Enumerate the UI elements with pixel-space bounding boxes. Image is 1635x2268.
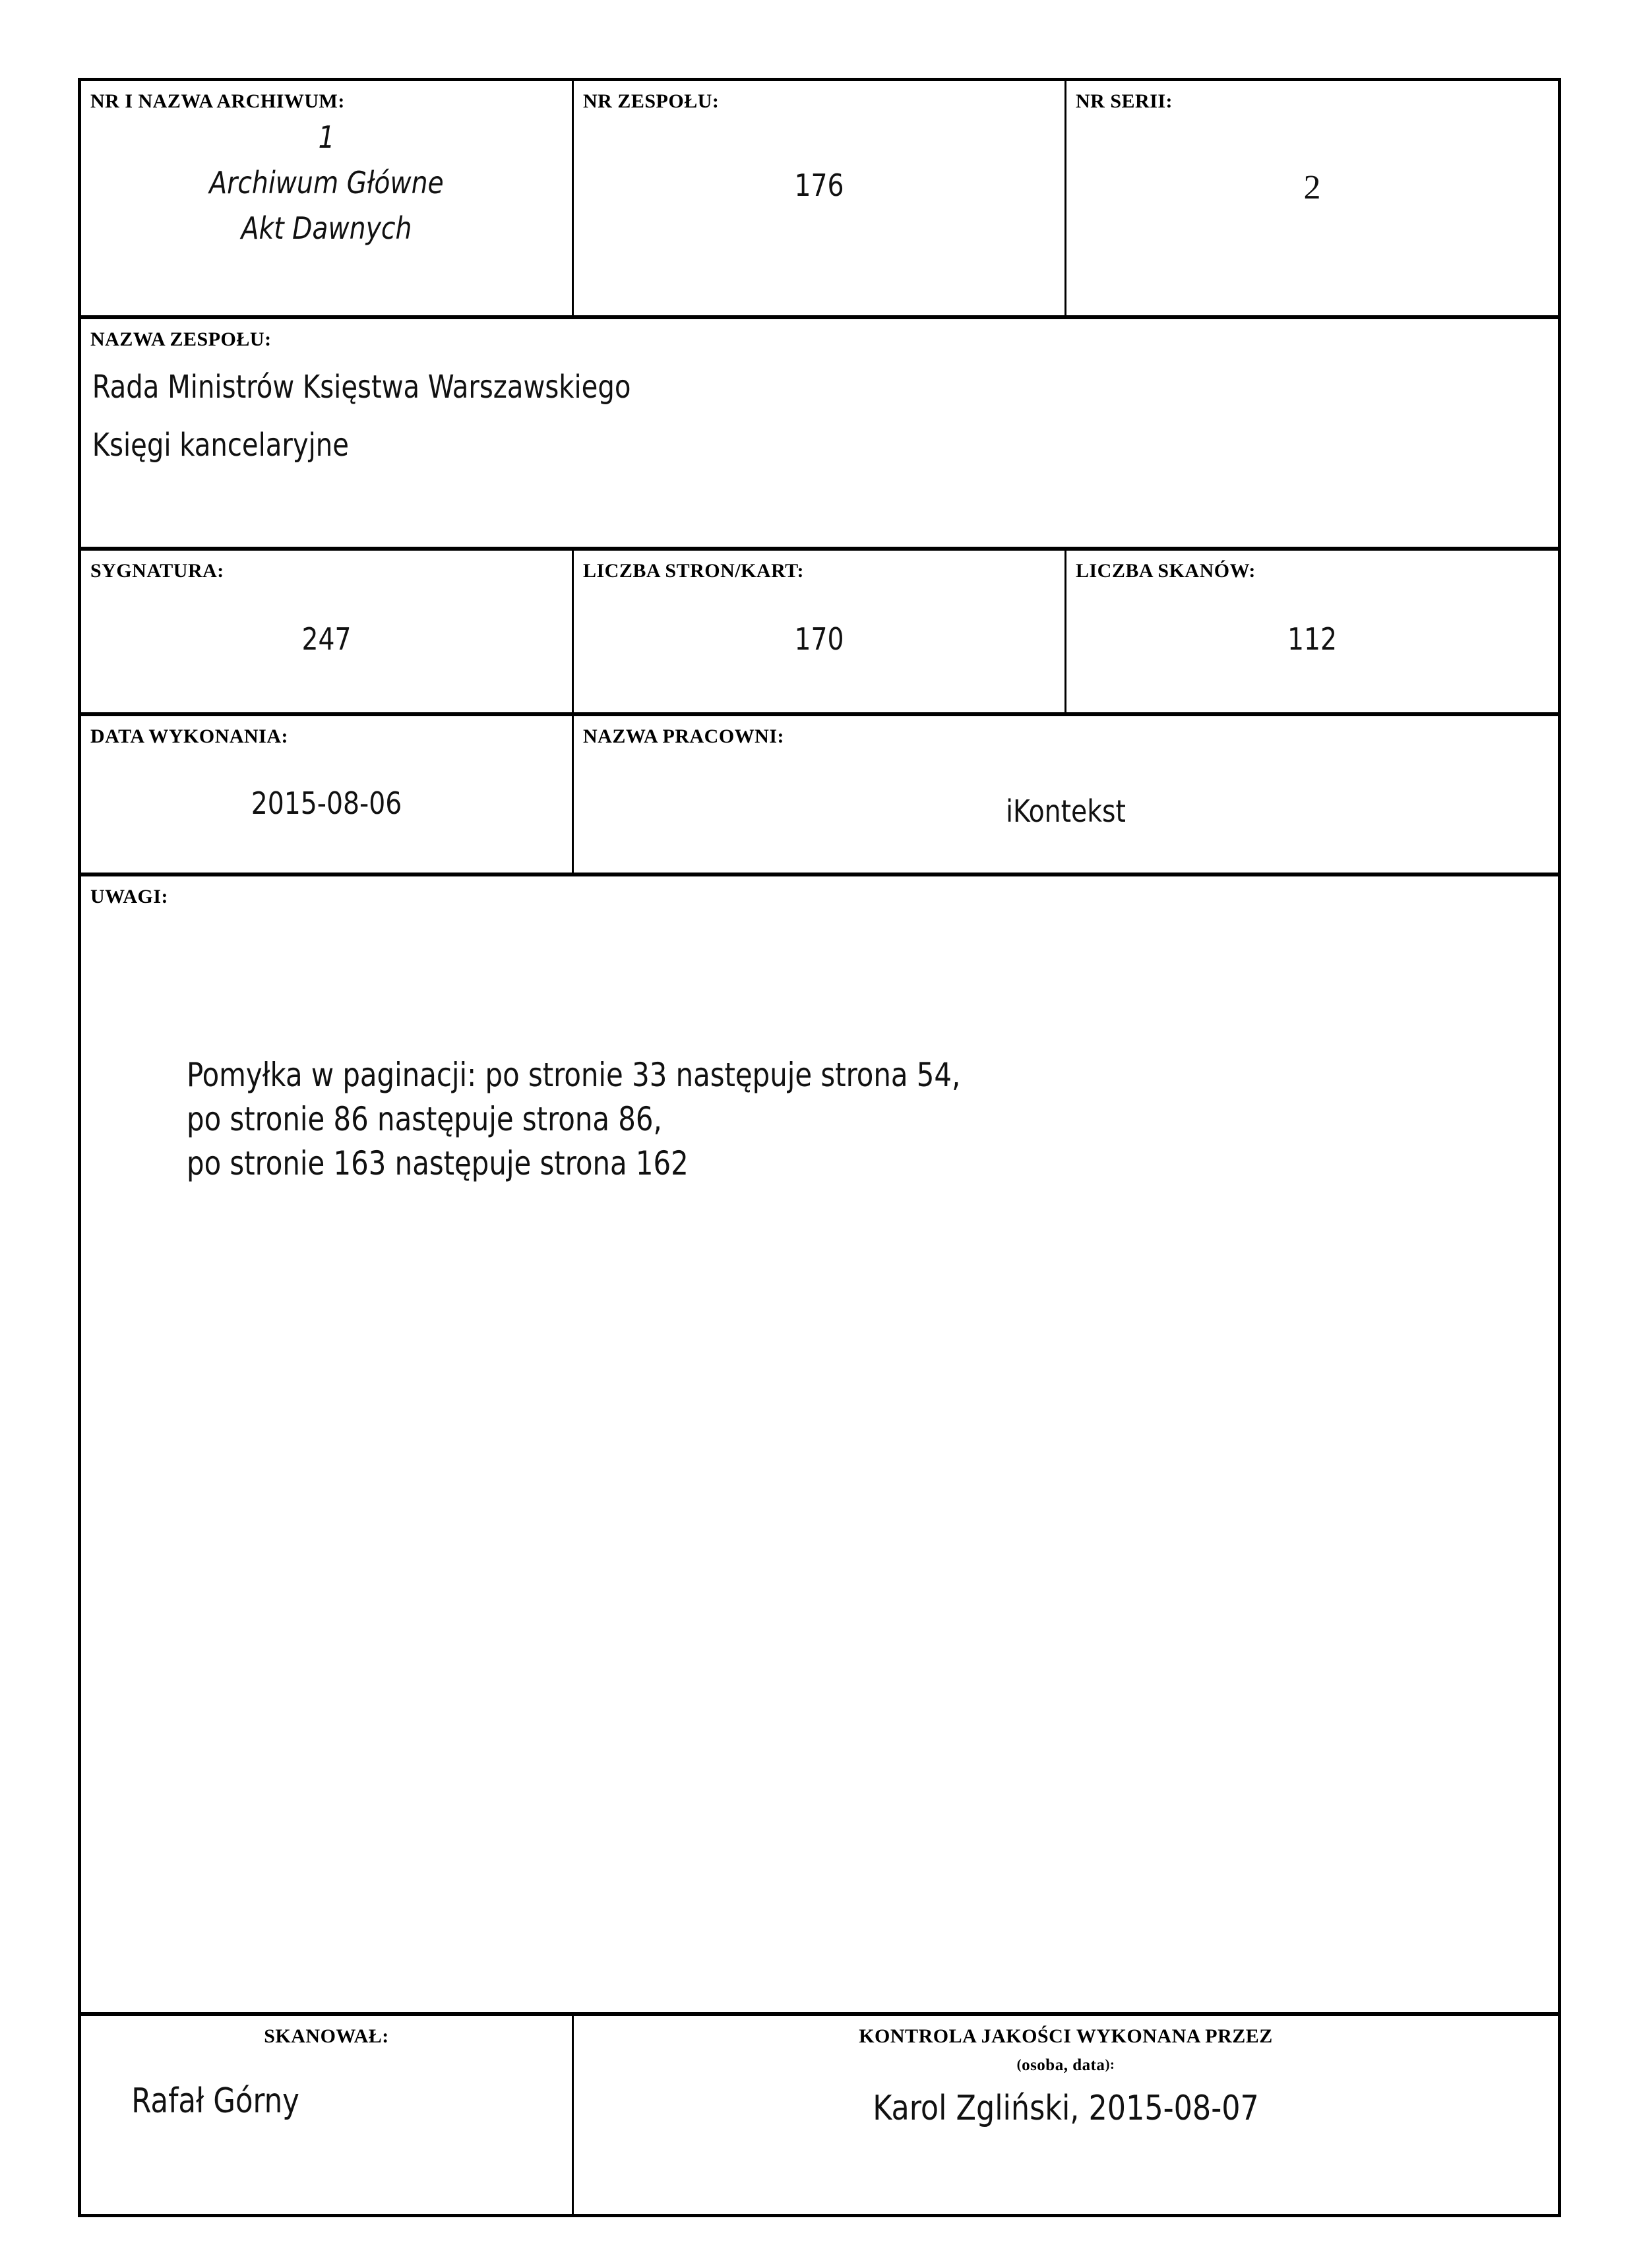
scanned-by-label: SKANOWAŁ:: [264, 2025, 389, 2047]
notes-body: [81, 1053, 1558, 1186]
quality-control-label: KONTROLA JAKOŚCI WYKONANA PRZEZ: [859, 2025, 1273, 2047]
table-row-counts: [80, 549, 1560, 714]
scanning-cover-sheet-table: [78, 78, 1561, 2217]
notes-line-3: po stronie 163 następuje strona 162: [187, 1144, 689, 1182]
table-row-signatures: [80, 2014, 1560, 2216]
cell-signature: [80, 549, 573, 714]
archive-name-line-2: Akt Dawnych: [241, 210, 412, 246]
quality-control-sublabel-close: ):: [1105, 2056, 1115, 2072]
cell-notes: [80, 874, 1560, 2014]
lab-name-label: NAZWA PRACOWNI:: [583, 725, 785, 747]
execution-date-value: 2015-08-06: [251, 785, 402, 821]
cell-series-number: [1066, 80, 1560, 318]
cell-fond-number: [573, 80, 1066, 318]
page-count-label: LICZBA STRON/KART:: [583, 560, 804, 582]
lab-name-value: iKontekst: [1006, 793, 1126, 829]
fond-name-label: NAZWA ZESPOŁU:: [90, 328, 272, 350]
quality-control-sublabel-text: osoba, data: [1022, 2056, 1105, 2074]
cell-execution-date: [80, 714, 573, 874]
cell-page-count: [573, 549, 1066, 714]
scan-count-value: 112: [1287, 621, 1338, 657]
table-row-notes: [80, 874, 1560, 2014]
cell-scan-count: [1066, 549, 1560, 714]
fond-name-line-1: Rada Ministrów Księstwa Warszawskiego: [92, 369, 631, 406]
quality-control-value: Karol Zgliński, 2015-08-07: [873, 2089, 1259, 2128]
scanned-by-value: Rafał Górny: [131, 2081, 299, 2121]
cell-quality-control: [573, 2014, 1560, 2216]
notes-line-1: Pomyłka w paginacji: po stronie 33 następuje strona 54,: [187, 1056, 961, 1094]
table-row-fond-name: [80, 317, 1560, 549]
quality-control-sublabel-open: (: [1016, 2056, 1022, 2072]
series-number-label: NR SERII:: [1076, 90, 1173, 112]
table-row-archive: [80, 80, 1560, 318]
execution-date-label: DATA WYKONANIA:: [90, 725, 289, 747]
notes-label: UWAGI:: [90, 886, 169, 907]
page-count-value: 170: [794, 621, 844, 657]
cell-archive: [80, 80, 573, 318]
fond-number-label: NR ZESPOŁU:: [583, 90, 720, 112]
cell-fond-name: [80, 317, 1560, 549]
fond-name-line-2: Księgi kancelaryjne: [92, 427, 349, 464]
quality-control-sublabel: [574, 2046, 1558, 2073]
archive-label: NR I NAZWA ARCHIWUM:: [90, 90, 345, 112]
archive-number: 1: [318, 119, 335, 155]
signature-value: 247: [301, 621, 352, 657]
archive-name-line-1: Archiwum Główne: [209, 164, 444, 200]
cell-lab-name: [573, 714, 1560, 874]
table-row-execution: [80, 714, 1560, 874]
scan-count-label: LICZBA SKANÓW:: [1076, 560, 1256, 582]
cell-scanned-by: [80, 2014, 573, 2216]
notes-line-2: po stronie 86 następuje strona 86,: [187, 1100, 662, 1138]
fond-number-value: 176: [794, 168, 844, 203]
series-number-value: 2: [1303, 169, 1321, 206]
signature-label: SYGNATURA:: [90, 560, 224, 582]
